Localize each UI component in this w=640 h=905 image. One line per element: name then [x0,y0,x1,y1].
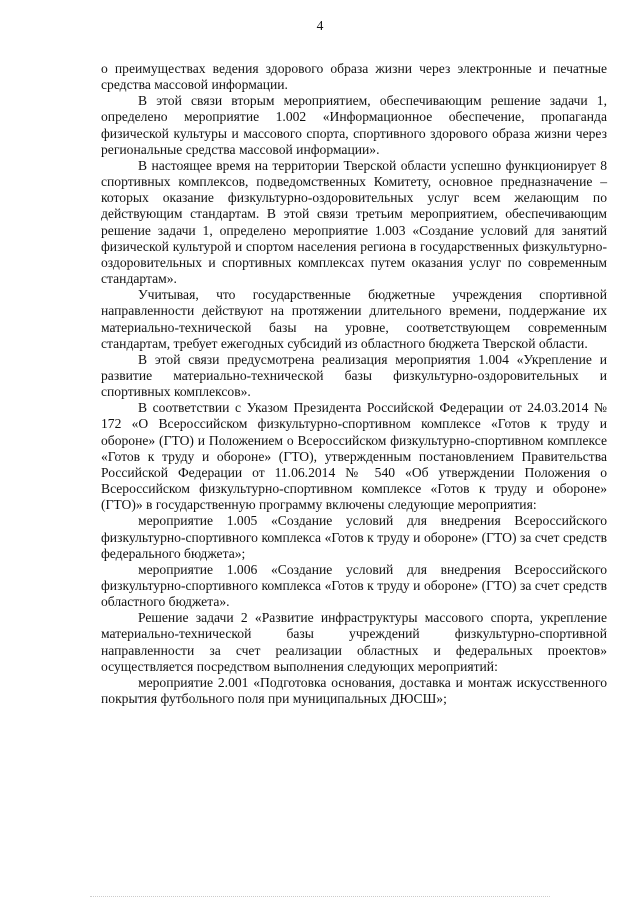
paragraph-gto-decree: В соответствии с Указом Президента Российской Федерации от 24.03.2014 № 172 «О Всероссийском физкультурно-спортивном комплексе «Готов к труду и обороне» (ГТО) и Положением о Всероссийском физкультурно-спортивном комплексе «Готов к труду и обороне» (ГТО), утвержденным постановлением Правительства Российской Федерации от 11.06.2014 № 540 «Об утверждении Положения о Всероссийском физкультурно-спортивном комплексе «Готов к труду и обороне» (ГТО)» в государственную программу включены следующие мероприятия: [101,400,607,513]
paragraph-measure-1-004: В этой связи предусмотрена реализация мероприятия 1.004 «Укрепление и развитие материально-технической базы физкультурно-оздоровительных и спортивных комплексов». [101,351,607,400]
paragraph-measure-1-006: мероприятие 1.006 «Создание условий для внедрения Всероссийского физкультурно-спортивного комплекса «Готов к труду и обороне» (ГТО) за счет средств областного бюджета». [101,561,607,610]
page-number: 4 [316,18,324,33]
paragraph-sports-complexes: В настоящее время на территории Тверской области успешно функционирует 8 спортивных комплексов, подведомственных Комитету, основное предназначение – которых оказание физкультурно-оздоровительных услуг всем желающим по действующим стандартам. В этой связи третьим мероприятием, обеспечивающим решение задачи 1, определено мероприятие 1.003 «Создание условий для занятий физической культурой и спортом населения региона в государственных физкультурно-оздоровительных и спортивных комплексах путем оказания услуг по современным стандартам». [101,157,607,287]
bottom-scan-line [90,896,550,897]
paragraph-task-2: Решение задачи 2 «Развитие инфраструктуры массового спорта, укрепление материально-технической базы учреждений физкультурно-спортивной направленности за счет реализации областных и федеральных проектов» осуществляется посредством выполнения следующих мероприятий: [101,610,607,674]
paragraph-measure-1-002: В этой связи вторым мероприятием, обеспечивающим решение задачи 1, определено мероприятие 1.002 «Информационное обеспечение, пропаганда физической культуры и массового спорта, спортивного здорового образа жизни через региональные средства массовой информации». [101,93,607,157]
paragraph-measure-1-005: мероприятие 1.005 «Создание условий для внедрения Всероссийского физкультурно-спортивного комплекса «Готов к труду и обороне» (ГТО) за счет средств федерального бюджета»; [101,513,607,561]
paragraph-continuation: о преимуществах ведения здорового образа жизни через электронные и печатные средства массовой информации. [101,61,607,93]
paragraph-budget-institutions: Учитывая, что государственные бюджетные учреждения спортивной направленности действуют на протяжении длительного времени, поддержание их материально-технической базы на уровне, соответствующем современным стандартам, требует ежегодных субсидий из областного бюджета Тверской области. [101,287,607,351]
document-body [101,61,607,707]
paragraph-measure-2-001: мероприятие 2.001 «Подготовка основания, доставка и монтаж искусственного покрытия футбольного поля при муниципальных ДЮСШ»; [101,674,607,707]
